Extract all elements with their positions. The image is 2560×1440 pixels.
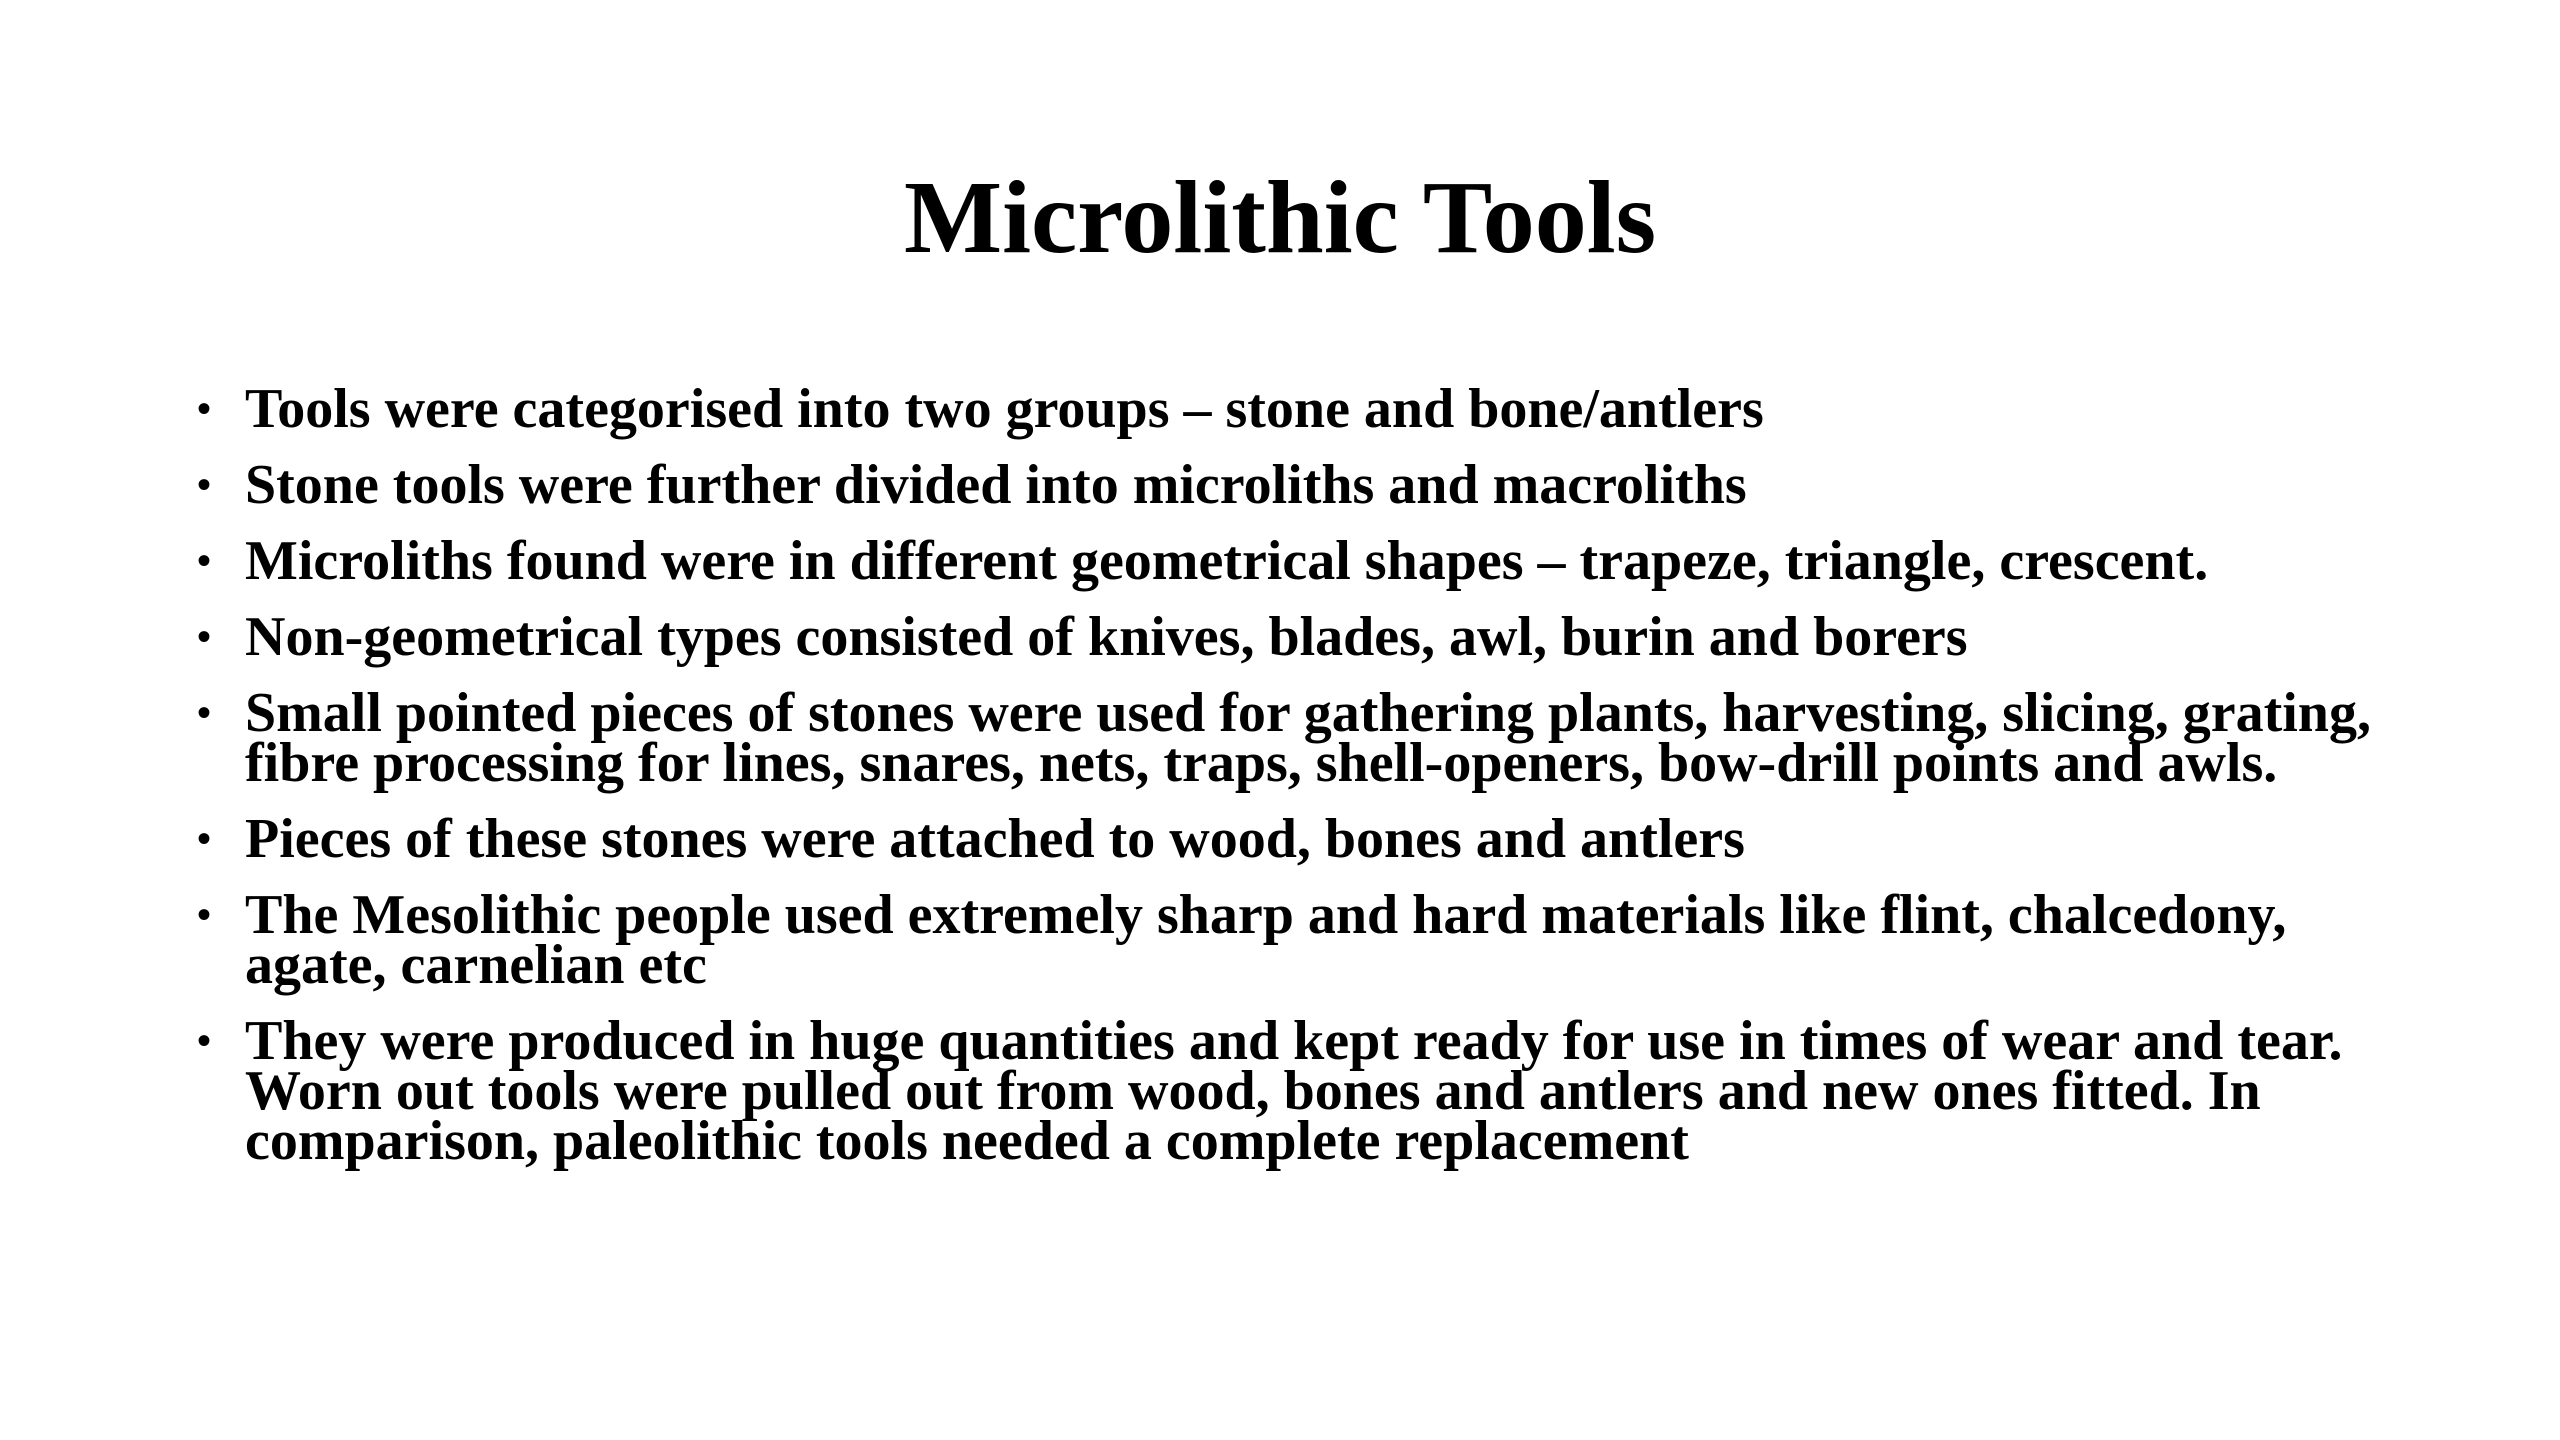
slide-title: Microlithic Tools [903, 160, 1657, 275]
bullet-text: Non-geometrical types consisted of knives, blades, awl, burin and borers [245, 606, 1968, 668]
bullet-icon: • [197, 1018, 212, 1063]
bullet-text: Microliths found were in different geometrical shapes – trapeze, triangle, crescent. [245, 530, 2209, 592]
bullet-icon: • [197, 892, 212, 937]
bullet-item [197, 682, 2375, 794]
bullet-text: Stone tools were further divided into microliths and macroliths [245, 454, 1747, 516]
bullet-icon: • [197, 538, 212, 583]
bullet-item [197, 606, 2375, 668]
bullet-text: They were produced in huge quantities and kept ready for use in times of wear and tear. Worn out tools were pulled out from wood, bones and antlers and new ones fitted. In comparison, paleolithic tools needed a complete replacement [245, 1010, 2343, 1172]
bullet-item [197, 454, 2375, 516]
bullet-text: The Mesolithic people used extremely sharp and hard materials like flint, chalcedony, agate, carnelian etc [245, 884, 2287, 996]
bullet-item [197, 884, 2375, 996]
bullet-text: Tools were categorised into two groups – stone and bone/antlers [245, 378, 1764, 440]
bullet-list [197, 378, 2375, 1192]
bullet-icon: • [197, 386, 212, 431]
bullet-icon: • [197, 690, 212, 735]
bullet-item [197, 1010, 2375, 1172]
bullet-text: Pieces of these stones were attached to wood, bones and antlers [245, 808, 1745, 870]
bullet-icon: • [197, 816, 212, 861]
bullet-item [197, 378, 2375, 440]
bullet-item [197, 808, 2375, 870]
bullet-text: Small pointed pieces of stones were used for gathering plants, harvesting, slicing, grating, fibre processing for lines, snares, nets, traps, shell-openers, bow-drill points and awls. [245, 682, 2371, 794]
bullet-item [197, 530, 2375, 592]
bullet-icon: • [197, 462, 212, 507]
bullet-icon: • [197, 614, 212, 659]
